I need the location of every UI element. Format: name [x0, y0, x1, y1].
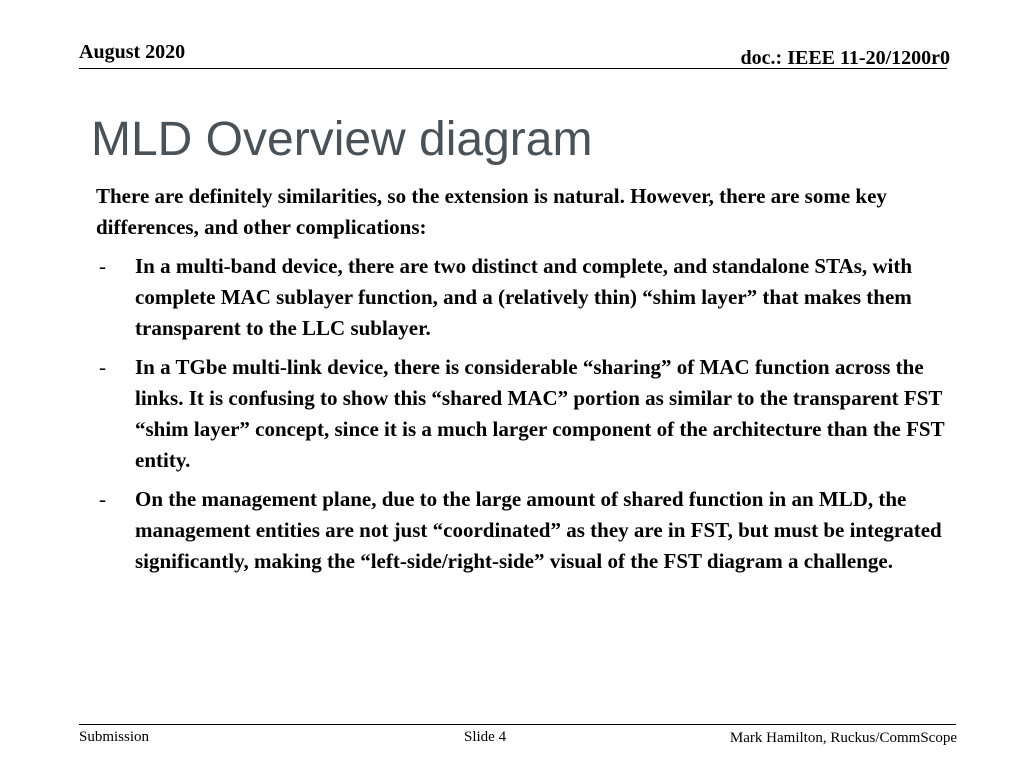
bullet-item-1 [96, 251, 975, 344]
footer-divider [79, 724, 956, 725]
slide-title: MLD Overview diagram [91, 113, 593, 166]
footer-author: Mark Hamilton, Ruckus/CommScope [729, 730, 957, 746]
bullet-text: In a multi-band device, there are two distinct and complete, and standalone STAs, with complete MAC sublayer function, and a (relatively thin) “shim layer” that makes them transparent to the LLC sublayer. [135, 254, 913, 340]
footer-slide-number: Slide 4 [464, 729, 507, 745]
slide-body [96, 181, 976, 585]
header-doc-id: doc.: IEEE 11-20/1200r0 [740, 47, 950, 69]
intro-paragraph: There are definitely similarities, so the extension is natural. However, there are some key differences, and other complications: [96, 184, 887, 239]
bullet-marker: - [99, 487, 106, 511]
bullet-text: On the management plane, due to the large amount of shared function in an MLD, the management entities are not just “coordinated” as they are in FST, but must be integrated significantly, making the “left-side/right-side” visual of the FST diagram a challenge. [135, 487, 942, 573]
header-divider [79, 68, 947, 69]
bullet-marker: - [99, 355, 106, 379]
bullet-item-3 [96, 484, 975, 577]
footer-submission: Submission [79, 729, 150, 745]
bullet-list [96, 251, 976, 577]
bullet-marker: - [99, 254, 106, 278]
bullet-text: In a TGbe multi-link device, there is considerable “sharing” of MAC function across the links. It is confusing to show this “shared MAC” portion as similar to the transparent FST “shim layer” concept, since it is a much larger component of the architecture than the FST entity. [135, 355, 945, 472]
header-date: August 2020 [79, 41, 186, 63]
bullet-item-2 [96, 352, 975, 476]
